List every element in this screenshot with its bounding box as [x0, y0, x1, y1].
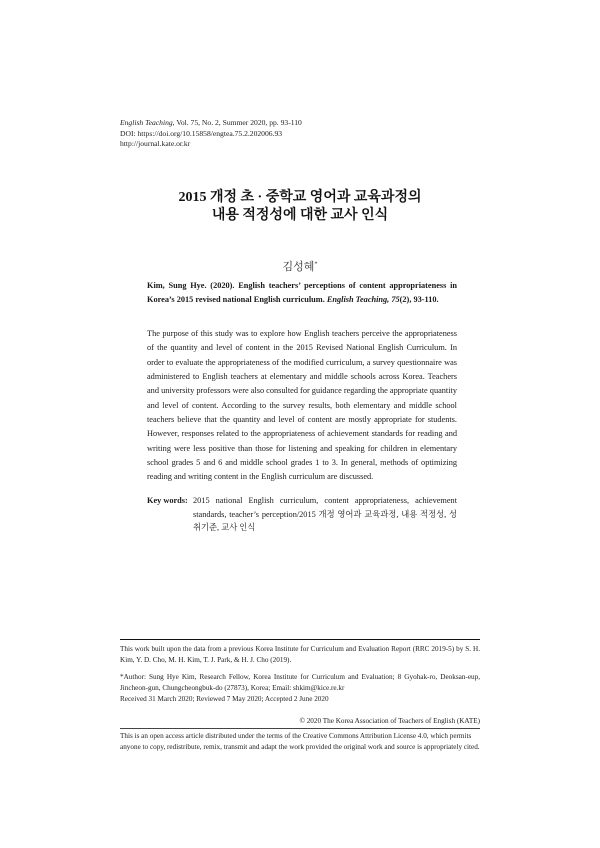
- journal-url[interactable]: http://journal.kate.or.kr: [120, 139, 191, 148]
- journal-name: English Teaching: [120, 118, 173, 127]
- title-line-1: 2015 개정 초 · 중학교 영어과 교육과정의: [178, 190, 422, 205]
- volume-info: , Vol. 75, No. 2, Summer 2020, pp. 93-110: [172, 118, 302, 127]
- keywords-text: 2015 national English curriculum, content appropriateness, achievement standards, teacher’s perception/2015 개정 영어과 교육과정, 내용 적정성, 성취기준, 교사 인식: [193, 496, 457, 532]
- citation-block: [147, 279, 457, 307]
- keywords-block: [147, 494, 457, 535]
- license-divider: [120, 728, 480, 729]
- citation-tail: (2), 93-110.: [399, 295, 439, 304]
- citation-journal: English Teaching, 75: [326, 295, 400, 304]
- author-name: 김성혜: [282, 261, 315, 273]
- abstract-paragraph: The purpose of this study was to explore how English teachers perceive the appropriateness of the quantity and level of content in the 2015 Revised National English Curriculum. In order to evaluate the appropriateness of the modified curriculum, a survey questionnaire was administered to English teachers at elementary and middle schools across Korea. Teachers and university professors were also consulted for guidance regarding the appropriate quantity and level of content. According to the survey results, both elementary and middle school teachers believe that the quantity and level of content are mostly appropriate for students. However, responses related to the appropriateness of achievement standards for reading and writing were less positive than those for listening and speaking for children in elementary school grades 5 and 6 and middle school grades 1 to 3. In general, methods of optimizing reading and writing content in the English curriculum are discussed.: [147, 329, 457, 482]
- footnote-funding: This work built upon the data from a previous Korea Institute for Curriculum and Evaluation Report (RRC 2019-5) by S. H. Kim, Y. D. Cho, M. H. Kim, T. J. Park, & H. J. Cho (2019).: [120, 645, 480, 664]
- received-dates: Received 31 March 2020; Reviewed 7 May 2020; Accepted 2 June 2020: [120, 695, 329, 703]
- journal-header: [120, 118, 302, 150]
- keywords-label: Key words:: [147, 496, 188, 505]
- copyright-line: © 2020 The Korea Association of Teachers of English (KATE): [299, 717, 480, 725]
- footnote-divider: [120, 639, 480, 640]
- paper-title: [100, 189, 500, 225]
- license-text: This is an open access article distributed under the terms of the Creative Commons Attribution License 4.0, which permits anyone to copy, redistribute, remix, transmit and adapt the work provided the original work and source is appropriately cited.: [120, 732, 480, 751]
- title-line-2: 내용 적정성에 대한 교사 인식: [211, 208, 389, 223]
- author-footnote-mark: *: [314, 261, 318, 268]
- author-line: [100, 258, 500, 274]
- footnote-author: *Author: Sung Hye Kim, Research Fellow, Korea Institute for Curriculum and Evaluation; 8 Gyohak-ro, Deoksan-eup, Jincheon-gun, Chungcheongbuk-do (27873), Korea; Email: shkim@kice.re.kr: [120, 673, 480, 692]
- journal-citation-line: [120, 118, 302, 129]
- doi-line[interactable]: DOI: https://doi.org/10.15858/engtea.75.2.202006.93: [120, 128, 283, 138]
- citation-text: Kim, Sung Hye. (2020). English teachers’ perceptions of content appropriateness in Korea’s 2015 revised national English curriculum.: [147, 281, 457, 304]
